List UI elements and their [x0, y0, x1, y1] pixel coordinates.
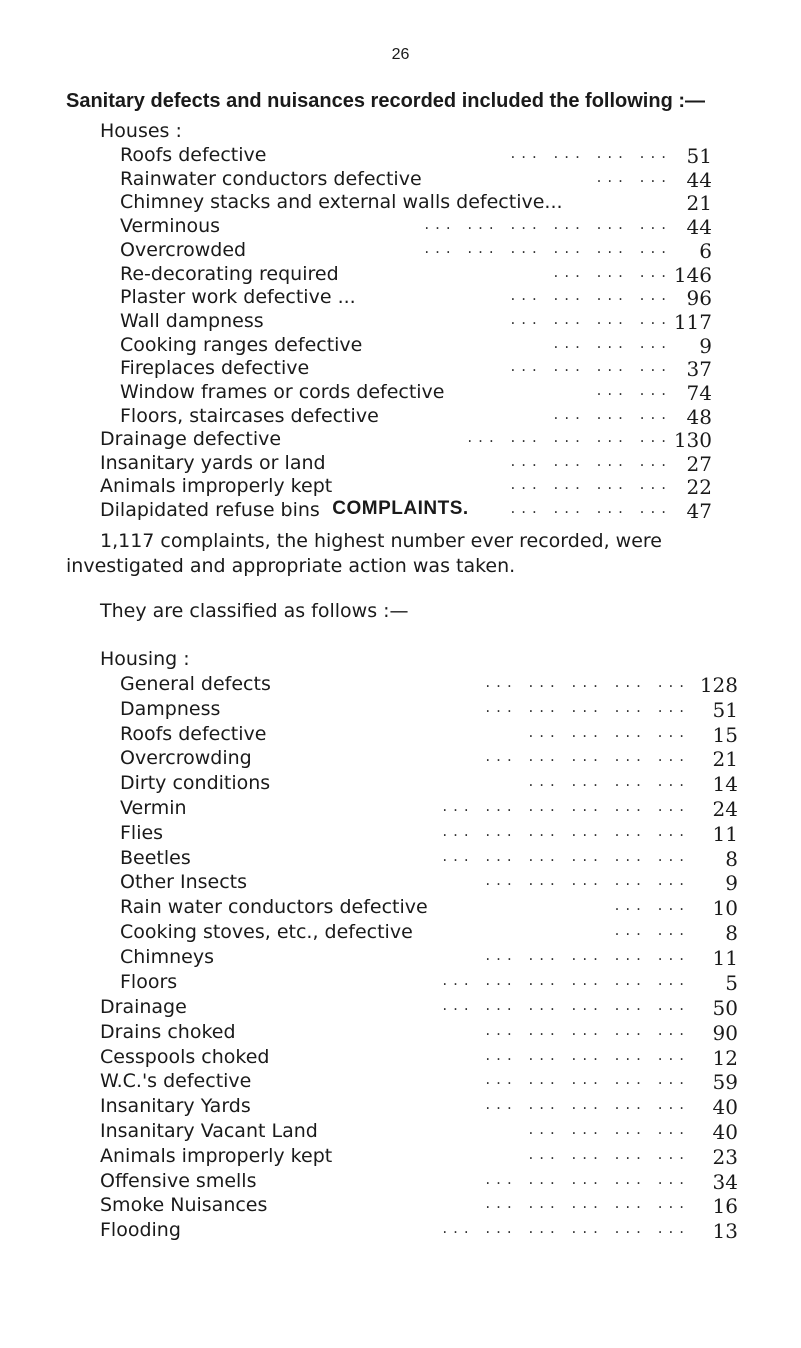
leader-dots: ... ... ... ... [528, 1120, 690, 1138]
row-label: Overcrowded [120, 238, 247, 261]
row-value: 9 [699, 333, 712, 358]
row-label: Rain water conductors defective [120, 896, 428, 919]
row-value: 13 [712, 1219, 738, 1244]
row-label: Smoke Nuisances [100, 1194, 268, 1217]
row-value: 59 [712, 1070, 738, 1095]
leader-dots: ... ... ... ... [510, 357, 672, 376]
row-label: Animals improperly kept [100, 1144, 333, 1167]
leader-dots: ... ... ... ... [528, 1144, 690, 1163]
row-value: 11 [712, 821, 738, 846]
list-row [120, 723, 738, 747]
leader-dots: ... ... ... ... [510, 309, 672, 328]
leader-dots: ... ... ... ... ... [485, 945, 690, 964]
row-value: 90 [712, 1020, 738, 1045]
list-row [120, 673, 738, 697]
row-value: 128 [699, 673, 738, 697]
leader-dots: ... ... ... [553, 333, 672, 352]
leader-dots: ... ... ... ... ... [485, 1194, 690, 1213]
row-label: Dilapidated refuse bins [100, 499, 320, 522]
row-value: 14 [712, 772, 738, 797]
leader-dots: ... ... ... ... ... ... [424, 238, 672, 257]
row-label: Drainage [100, 996, 187, 1018]
row-label: Drainage defective [100, 428, 282, 450]
leader-dots: ... ... ... ... ... ... [442, 797, 690, 815]
row-label: Verminous [120, 215, 221, 238]
row-label: Beetles [120, 846, 191, 869]
leader-dots: ... ... [614, 896, 690, 915]
row-value: 9 [725, 871, 738, 896]
row-label: Dampness [120, 697, 221, 720]
row-label: W.C.'s defective [100, 1070, 252, 1093]
list-row [100, 475, 712, 499]
leader-dots: ... ... ... [553, 262, 672, 281]
row-value: 11 [712, 945, 738, 970]
row-value: 130 [673, 428, 712, 452]
list-row [120, 946, 738, 970]
classified-line: They are classified as follows :— [100, 600, 409, 622]
row-label: Offensive smells [100, 1169, 257, 1192]
leader-dots: ... ... ... ... ... ... [442, 996, 690, 1014]
row-value: 48 [686, 404, 712, 429]
row-value: 5 [725, 970, 738, 995]
row-label: Drains choked [100, 1020, 236, 1043]
row-value: 23 [712, 1144, 738, 1169]
leader-dots: ... ... ... ... [510, 144, 672, 162]
row-label: Insanitary yards or land [100, 451, 326, 474]
complaints-paragraph-line-1: 1,117 complaints, the highest number ever recorded, were [100, 530, 662, 552]
list-row [120, 144, 712, 168]
page-number: 26 [391, 46, 410, 63]
row-value: 40 [712, 1120, 738, 1144]
row-label: Chimney stacks and external walls defective... [120, 191, 563, 214]
row-label: Animals improperly kept [100, 475, 333, 498]
leader-dots: ... ... [614, 921, 690, 939]
leader-dots: ... ... ... ... [510, 499, 672, 518]
row-label: Flooding [100, 1219, 181, 1242]
list-row [120, 334, 712, 358]
list-row [120, 239, 712, 263]
row-value: 74 [686, 381, 712, 405]
leader-dots: ... ... ... ... ... ... [424, 215, 672, 234]
list-row [120, 971, 738, 995]
row-value: 51 [686, 144, 712, 168]
housing-label: Housing : [100, 648, 190, 670]
leader-dots: ... ... ... ... [510, 475, 672, 494]
leader-dots: ... ... ... ... ... [485, 871, 690, 890]
list-row [120, 357, 712, 381]
row-label: Roofs defective [120, 144, 267, 166]
row-label: Vermin [120, 797, 187, 819]
row-label: Cooking ranges defective [120, 333, 363, 356]
row-value: 21 [712, 747, 738, 772]
row-label: Overcrowding [120, 747, 252, 770]
leader-dots: ... ... ... ... ... [485, 1045, 690, 1064]
leader-dots: ... ... ... ... ... [485, 747, 690, 766]
leader-dots: ... ... ... ... [528, 722, 690, 741]
row-value: 16 [712, 1194, 738, 1219]
leader-dots: ... ... ... ... ... ... [442, 970, 690, 989]
row-label: Chimneys [120, 945, 214, 968]
list-row [120, 405, 712, 429]
leader-dots: ... ... ... ... ... [485, 1020, 690, 1039]
list-row [100, 1070, 738, 1094]
list-row [120, 191, 712, 215]
row-value: 10 [712, 896, 738, 921]
list-row [100, 1145, 738, 1169]
list-row [120, 921, 738, 945]
list-row [120, 263, 712, 287]
row-value: 44 [686, 167, 712, 192]
row-value: 6 [699, 238, 712, 263]
row-label: Insanitary Vacant Land [100, 1120, 318, 1142]
row-label: General defects [120, 673, 271, 695]
row-label: Floors [120, 970, 178, 993]
row-label: Floors, staircases defective [120, 404, 379, 427]
leader-dots: ... ... ... ... ... [485, 1169, 690, 1188]
row-label: Insanitary Yards [100, 1095, 251, 1118]
row-value: 96 [686, 286, 712, 311]
intro-heading: Sanitary defects and nuisances recorded included the following :— [66, 90, 706, 112]
list-row [100, 1170, 738, 1194]
leader-dots: ... ... ... ... ... ... [442, 821, 690, 840]
leader-dots: ... ... ... ... ... [485, 697, 690, 716]
row-value: 24 [712, 797, 738, 821]
leader-dots: ... ... ... ... ... [485, 1095, 690, 1114]
complaints-paragraph-line-2: investigated and appropriate action was taken. [66, 555, 516, 577]
row-label: Flies [120, 821, 164, 844]
list-row [120, 797, 738, 821]
list-row [120, 698, 738, 722]
list-row [120, 847, 738, 871]
list-row [120, 310, 712, 334]
list-row [120, 286, 712, 310]
leader-dots: ... ... ... ... [510, 286, 672, 305]
list-row [120, 772, 738, 796]
row-value: 22 [686, 475, 712, 500]
row-value: 40 [712, 1095, 738, 1120]
leader-dots: ... ... ... ... ... [467, 428, 672, 446]
list-row [100, 1046, 738, 1070]
leader-dots: ... ... ... ... ... [485, 673, 690, 691]
leader-dots: ... ... [596, 381, 672, 399]
row-label: Window frames or cords defective [120, 381, 445, 403]
list-row [100, 1120, 738, 1144]
list-row [100, 1194, 738, 1218]
list-row [100, 1095, 738, 1119]
row-label: Cesspools choked [100, 1045, 270, 1068]
leader-dots: ... ... ... ... ... ... [442, 846, 690, 865]
list-row [100, 428, 712, 452]
row-value: 8 [725, 921, 738, 945]
row-value: 12 [712, 1045, 738, 1070]
row-label: Roofs defective [120, 722, 267, 745]
row-label: Fireplaces defective [120, 357, 310, 380]
list-row [120, 215, 712, 239]
list-row [120, 747, 738, 771]
list-row [120, 822, 738, 846]
list-row [120, 871, 738, 895]
list-row [120, 896, 738, 920]
list-row [120, 381, 712, 405]
list-row [100, 996, 738, 1020]
row-value: 44 [686, 215, 712, 240]
row-label: Cooking stoves, etc., defective [120, 921, 413, 943]
list-row [120, 168, 712, 192]
row-value: 34 [712, 1169, 738, 1194]
row-label: Plaster work defective ... [120, 286, 356, 309]
leader-dots: ... ... ... ... [528, 772, 690, 791]
list-row [100, 1021, 738, 1045]
leader-dots: ... ... ... ... ... ... [442, 1219, 690, 1238]
leader-dots: ... ... ... ... ... [485, 1070, 690, 1089]
row-label: Wall dampness [120, 309, 264, 332]
row-label: Re-decorating required [120, 262, 339, 285]
row-value: 21 [686, 191, 712, 216]
row-value: 146 [673, 262, 712, 287]
row-value: 27 [686, 451, 712, 476]
row-value: 117 [673, 309, 712, 334]
row-value: 37 [686, 357, 712, 382]
leader-dots: ... ... [596, 167, 672, 186]
row-label: Dirty conditions [120, 772, 271, 795]
leader-dots: ... ... ... [553, 404, 672, 423]
row-label: Rainwater conductors defective [120, 167, 422, 190]
row-value: 8 [725, 846, 738, 871]
row-label: Other Insects [120, 871, 248, 894]
complaints-heading: COMPLAINTS. [332, 498, 469, 519]
houses-label: Houses : [100, 120, 182, 142]
leader-dots: ... ... ... ... [510, 451, 672, 470]
row-value: 47 [686, 499, 712, 524]
row-value: 50 [712, 996, 738, 1020]
list-row [100, 1219, 738, 1243]
row-value: 15 [712, 722, 738, 747]
row-value: 51 [712, 697, 738, 722]
list-row [100, 452, 712, 476]
